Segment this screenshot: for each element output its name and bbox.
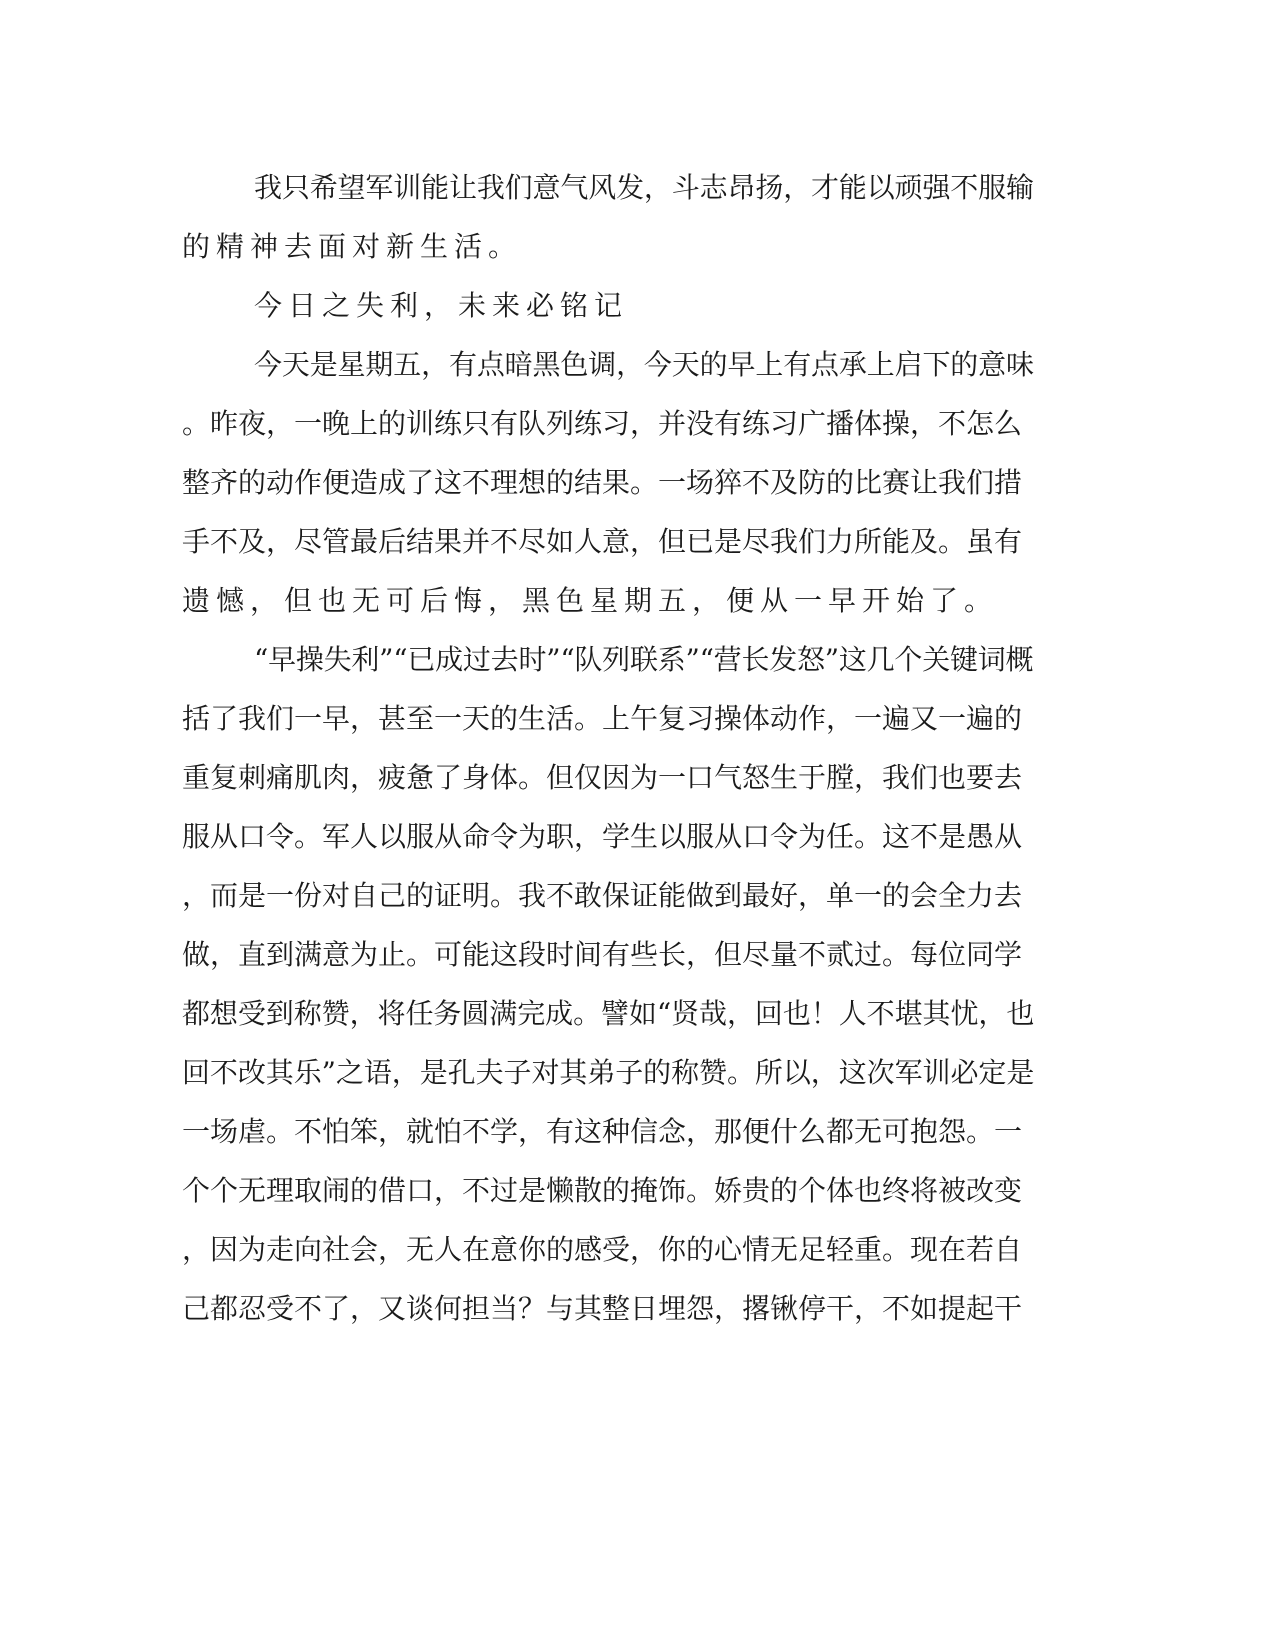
text-line: 我只希望军训能让我们意气风发，斗志昂扬，才能以顽强不服输 xyxy=(254,171,1034,204)
text-line: 都想受到称赞，将任务圆满完成。譬如“贤哉，回也！人不堪其忧，也 xyxy=(182,997,1034,1030)
text-line: 遗憾，但也无可后悔，黑色星期五，便从一早开始了。 xyxy=(182,584,999,617)
text-line: 个个无理取闹的借口，不过是懒散的掩饰。娇贵的个体也终将被改变 xyxy=(182,1174,1023,1207)
text-line: 己都忍受不了，又谈何担当？与其整日埋怨，撂锹停干，不如提起干 xyxy=(182,1292,1023,1325)
text-line: 今天是星期五，有点暗黑色调，今天的早上有点承上启下的意味 xyxy=(254,348,1034,381)
text-line: “早操失利”“已成过去时”“队列联系”“营长发怒”这几个关键词概 xyxy=(254,643,1034,676)
section-heading: 今日之失利，未来必铭记 xyxy=(254,289,629,322)
text-line: 一场虐。不怕笨，就怕不学，有这种信念，那便什么都无可抱怨。一 xyxy=(182,1115,1023,1148)
text-line: 括了我们一早，甚至一天的生活。上午复习操体动作，一遍又一遍的 xyxy=(182,702,1023,735)
text-line: 的精神去面对新生活。 xyxy=(182,230,523,263)
text-line: 做，直到满意为止。可能这段时间有些长，但尽量不贰过。每位同学 xyxy=(182,938,1023,971)
text-line: 手不及，尽管最后结果并不尽如人意，但已是尽我们力所能及。虽有 xyxy=(182,525,1023,558)
text-line: 服从口令。军人以服从命令为职，学生以服从口令为任。这不是愚从 xyxy=(182,820,1023,853)
text-line: 回不改其乐”之语，是孔夫子对其弟子的称赞。所以，这次军训必定是 xyxy=(182,1056,1034,1089)
text-line: 重复刺痛肌肉，疲惫了身体。但仅因为一口气怒生于膛，我们也要去 xyxy=(182,761,1023,794)
text-line: ，因为走向社会，无人在意你的感受，你的心情无足轻重。现在若自 xyxy=(182,1233,1023,1266)
text-line: 整齐的动作便造成了这不理想的结果。一场猝不及防的比赛让我们措 xyxy=(182,466,1023,499)
document-body xyxy=(182,158,1034,1338)
text-line: ，而是一份对自己的证明。我不敢保证能做到最好，单一的会全力去 xyxy=(182,879,1023,912)
text-line: 。昨夜，一晚上的训练只有队列练习，并没有练习广播体操，不怎么 xyxy=(182,407,1023,440)
